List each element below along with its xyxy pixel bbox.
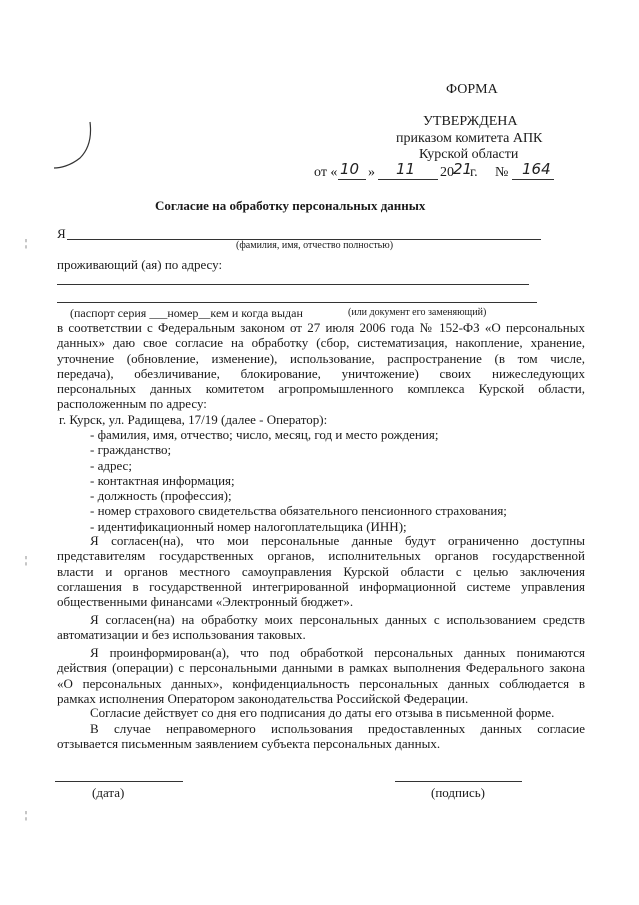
list-item: - гражданство; bbox=[90, 442, 172, 458]
text-line: Я согласен(на), что мои персональные данные будут ограниченно доступны bbox=[90, 533, 585, 548]
passport-hint: (или документ его заменяющий) bbox=[348, 307, 487, 318]
text-line: передача), обезличивание, блокирование, уничтожение) своих нижеследующих bbox=[57, 365, 585, 381]
text-line: рамках исполнения Оператором законодательства Российской Федерации. bbox=[57, 690, 469, 706]
address-line-2 bbox=[57, 302, 537, 303]
paragraph-revocation bbox=[57, 721, 585, 752]
date-month: 11 bbox=[396, 160, 416, 178]
list-item: - должность (профессия); bbox=[90, 488, 232, 504]
paragraph-access bbox=[57, 533, 585, 609]
address-line-1 bbox=[57, 284, 529, 285]
date-year-prefix: 20 bbox=[440, 165, 454, 180]
order-number: 164 bbox=[522, 160, 551, 178]
text-line: в соответствии с Федеральным законом от 27 июля 2006 года № 152-ФЗ «О персональных bbox=[57, 320, 585, 335]
text-line: уточнение (обновление, изменение), использование, распространение (в том числе, bbox=[57, 350, 585, 366]
text-line: действия (операции) с персональными данными в рамках выполнения Федерального закона bbox=[57, 660, 585, 676]
text-line: автоматизации и без использования таковых. bbox=[57, 627, 306, 643]
scan-mark: ¦ bbox=[25, 810, 28, 821]
number-label: № bbox=[495, 165, 509, 180]
date-close-quote: » bbox=[368, 165, 375, 180]
list-item: - идентификационный номер налогоплательщика (ИНН); bbox=[90, 518, 407, 534]
list-item: - контактная информация; bbox=[90, 472, 235, 488]
text-line: соглашения в государственной интегрированной информационной системе управления bbox=[57, 578, 585, 594]
order-line1: приказом комитета АПК bbox=[396, 131, 543, 146]
date-day: 10 bbox=[340, 160, 360, 178]
date-signature-label: (дата) bbox=[92, 785, 125, 800]
date-signature-line bbox=[55, 781, 183, 782]
date-prefix: от « bbox=[314, 165, 338, 180]
text-line: В случае неправомерного использования предоставленных данных согласие bbox=[90, 721, 585, 736]
order-line2: Курской области bbox=[419, 147, 519, 162]
pen-mark-icon bbox=[50, 118, 100, 172]
date-year-tail: г. bbox=[470, 165, 478, 180]
paragraph-informed bbox=[57, 645, 585, 706]
data-list bbox=[90, 427, 507, 534]
signature-label: (подпись) bbox=[431, 785, 485, 800]
form-label: ФОРМА bbox=[446, 82, 498, 97]
scan-mark: ¦ bbox=[25, 238, 28, 249]
document-title: Согласие на обработку персональных данных bbox=[155, 198, 426, 213]
signature-line bbox=[395, 781, 522, 782]
scan-mark: ¦ bbox=[25, 555, 28, 566]
list-item: - фамилия, имя, отчество; число, месяц, год и место рождения; bbox=[90, 427, 439, 442]
text-line: отзывается письменным заявлением субъекта персональных данных. bbox=[57, 736, 441, 752]
list-item: - адрес; bbox=[90, 457, 132, 473]
text-line: Я согласен(на) на обработку моих персональных данных с использованием средств bbox=[90, 612, 585, 627]
address-label: проживающий (ая) по адресу: bbox=[57, 257, 223, 272]
paragraph-validity: Согласие действует со дня его подписания до даты его отзыва в письменной форме. bbox=[90, 705, 555, 720]
paragraph-automation bbox=[57, 612, 585, 643]
text-line: Я проинформирован(а), что под обработкой персональных данных понимаются bbox=[90, 645, 585, 660]
date-year-suffix: 21 bbox=[453, 160, 473, 178]
text-line: расположенным по адресу: bbox=[57, 396, 207, 412]
passport-line: (паспорт серия ___номер__кем и когда выдан bbox=[70, 306, 303, 320]
i-label: Я bbox=[57, 226, 66, 241]
text-line: «О персональных данных», конфиденциальность персональных данных соблюдается в bbox=[57, 675, 585, 691]
text-line: г. Курск, ул. Радищева, 17/19 (далее - Оператор): bbox=[59, 411, 328, 427]
text-line: персональных данных комитетом агропромышленного комплекса Курской области, bbox=[57, 381, 585, 397]
text-line: представителям государственных органов, исполнительных органов государственной bbox=[57, 548, 585, 564]
approved-label: УТВЕРЖДЕНА bbox=[423, 114, 518, 129]
paragraph-consent bbox=[57, 320, 585, 427]
list-item: - номер страхового свидетельства обязательного пенсионного страхования; bbox=[90, 503, 507, 519]
fio-hint: (фамилия, имя, отчество полностью) bbox=[236, 240, 394, 251]
text-line: власти и органов местного самоуправления Курской области с целью заключения bbox=[57, 563, 585, 579]
text-line: данных» даю свое согласие на обработку (сбор, систематизация, накопление, хранение, bbox=[57, 335, 585, 351]
text-line: общественными финансами «Электронный бюджет». bbox=[57, 594, 354, 610]
